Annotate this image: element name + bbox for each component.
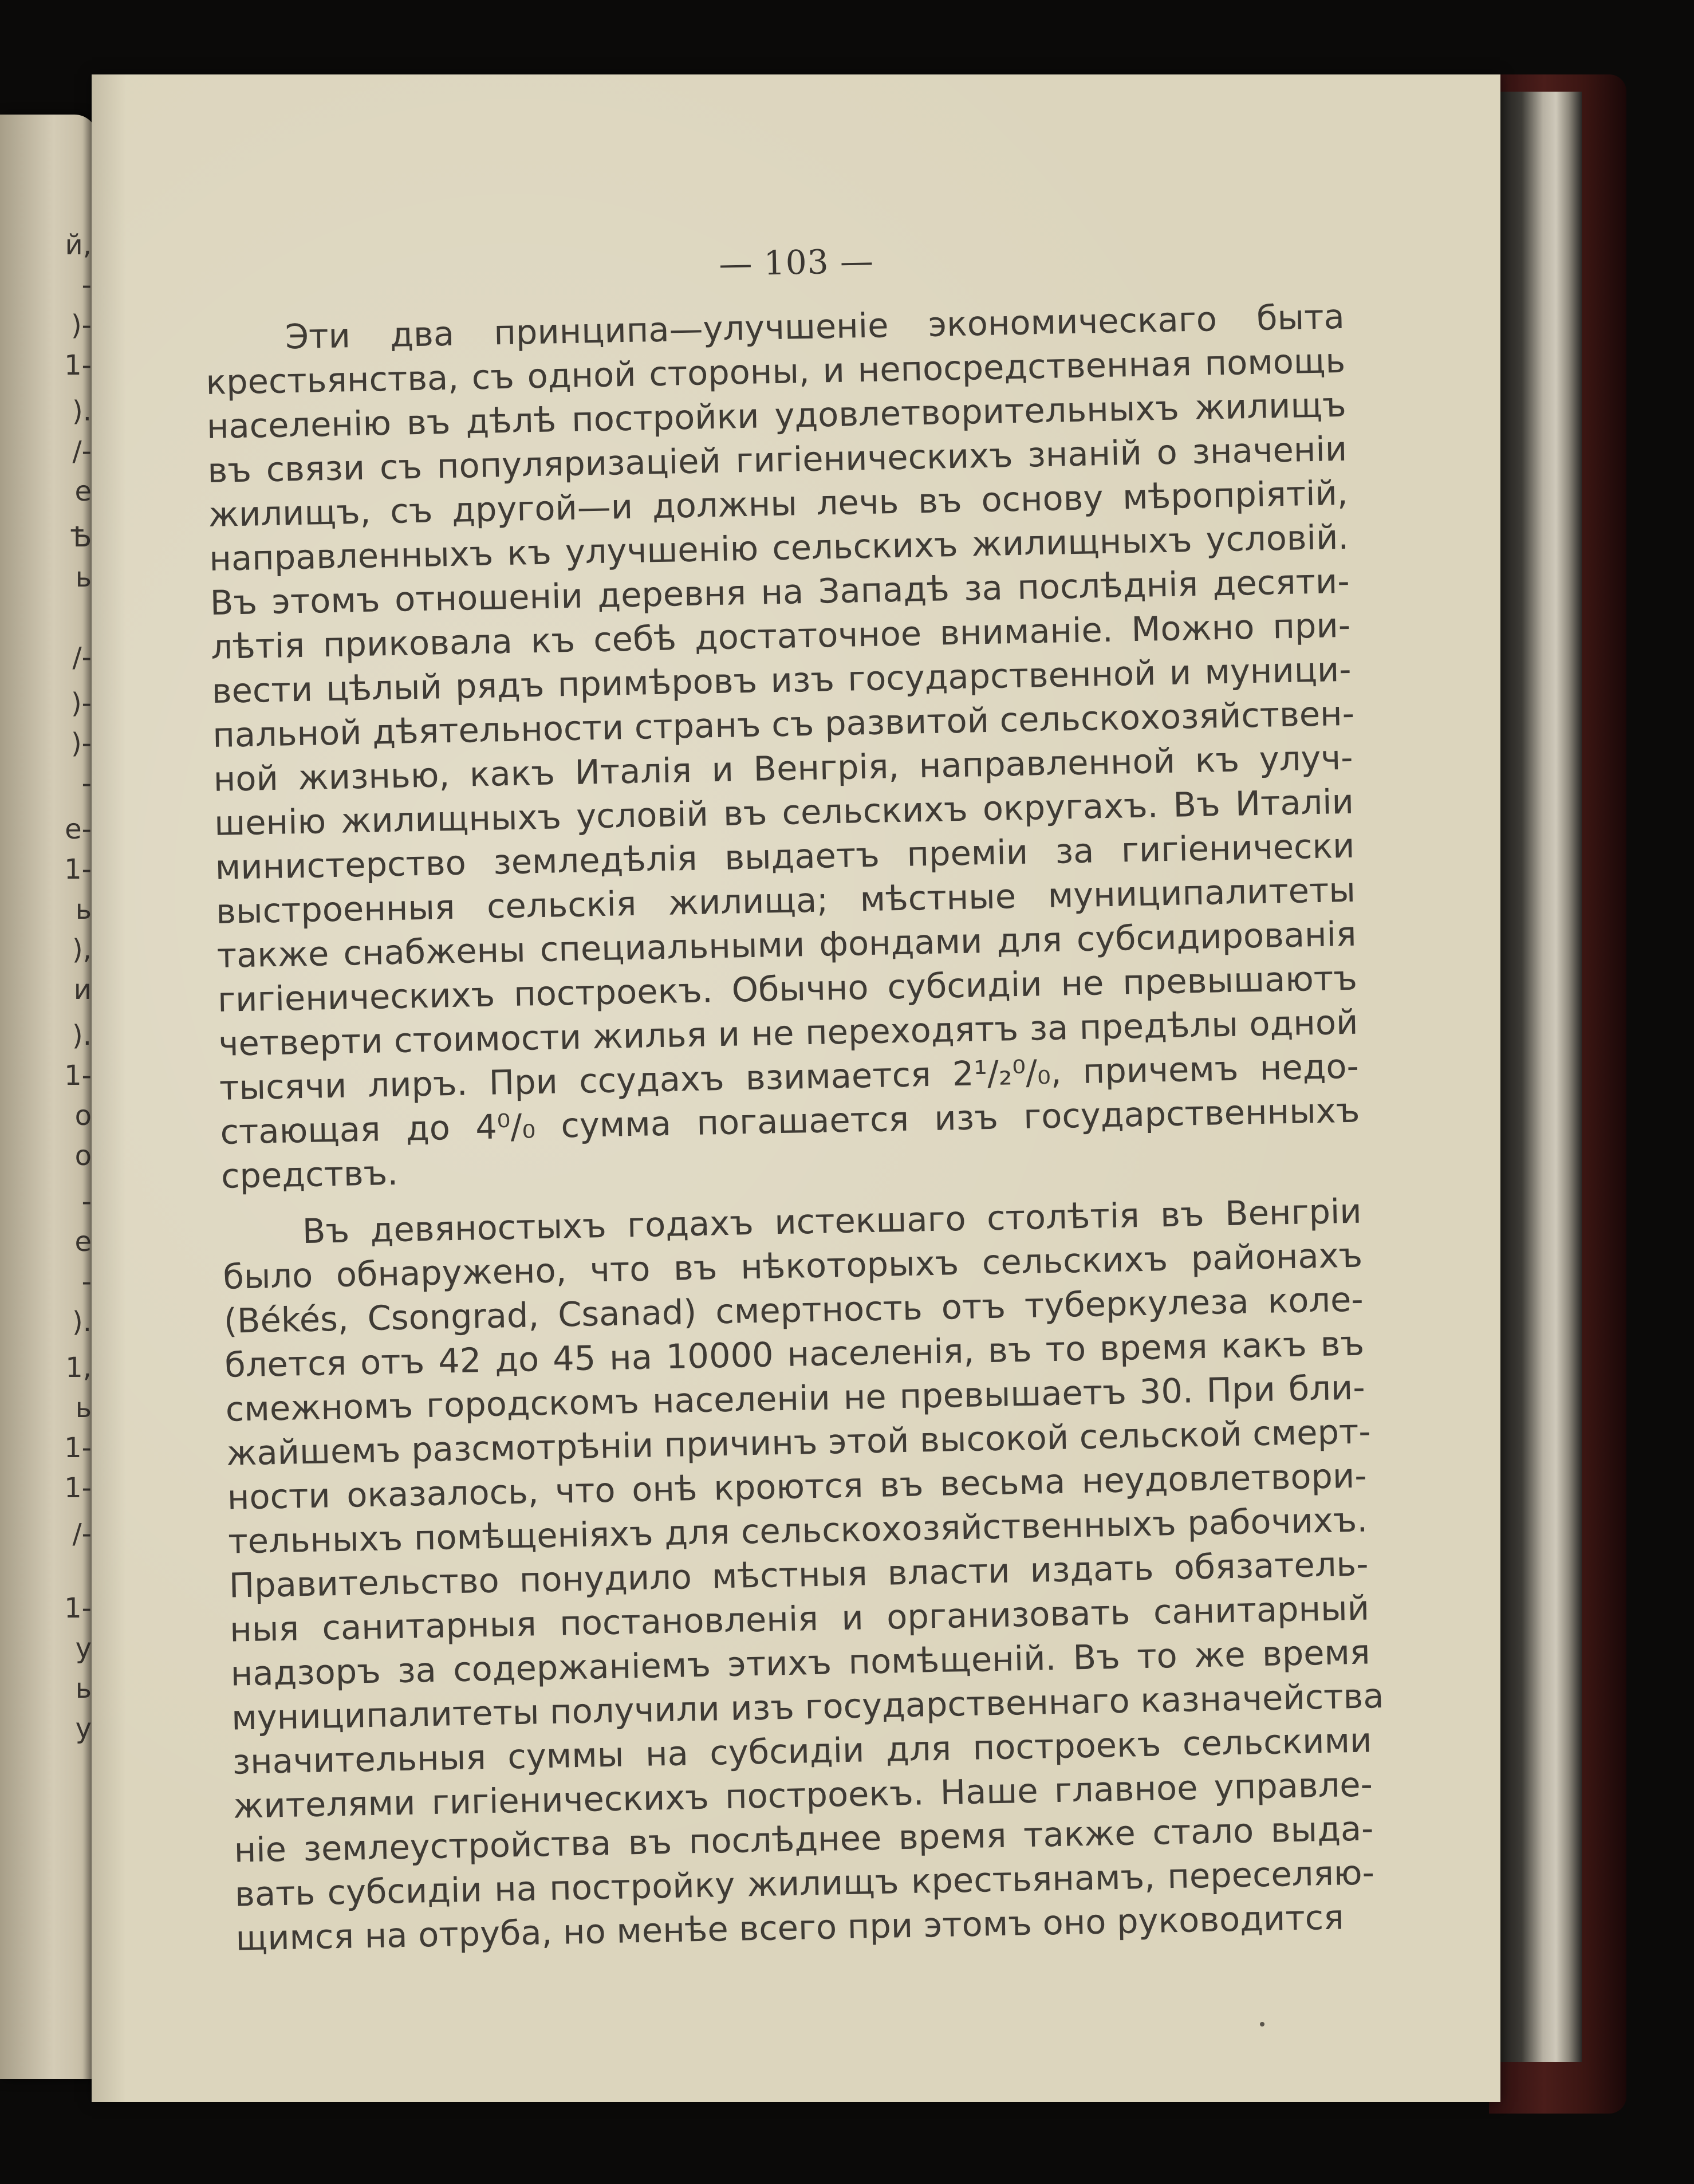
text-line: тельныхъ помѣщеніяхъ для сельскохозяйственныхъ рабочихъ. <box>227 1500 1368 1561</box>
left-page-fragment: )- <box>70 687 92 719</box>
left-page-edge <box>0 115 97 2079</box>
left-page-fragment: 1- <box>64 1592 92 1624</box>
page-stack-edge <box>1496 92 1582 2062</box>
text-line: Въ этомъ отношеніи деревня на Западѣ за послѣднія десяти- <box>210 561 1350 623</box>
text-line: шенію жилищныхъ условій въ сельскихъ округахъ. Въ Италіи <box>214 781 1354 843</box>
text-line: жилищъ, съ другой—и должны лечь въ основу мѣропріятій, <box>208 473 1349 535</box>
text-line: надзоръ за содержаніемъ этихъ помѣщеній. Въ то же время <box>230 1632 1371 1694</box>
text-line: гигіеническихъ построекъ. Обычно субсидіи не превышаютъ <box>217 958 1358 1020</box>
left-page-fragment: 1- <box>64 349 92 381</box>
text-line: также снабжены специальными фондами для субсидированія <box>216 914 1357 975</box>
text-line: Правительство понудило мѣстныя власти издать обязатель- <box>229 1544 1369 1605</box>
left-page-fragment: и <box>73 974 92 1006</box>
left-page-fragment: )- <box>70 727 92 760</box>
text-line: жайшемъ разсмотрѣніи причинъ этой высокой сельской смерт- <box>226 1411 1372 1473</box>
text-line: смежномъ городскомъ населеніи не превышаетъ 30. При бли- <box>225 1367 1366 1429</box>
left-page-text-fragments <box>0 115 97 2079</box>
text-line: крестьянства, съ одной стороны, и непосредственная помощь <box>205 340 1346 403</box>
left-page-fragment: - <box>81 768 92 800</box>
left-page-fragment: - <box>81 1266 92 1298</box>
text-line: ніе землеустройства въ послѣднее время также стало выда- <box>234 1808 1374 1870</box>
text-line: вать субсидіи на постройку жилищъ крестьянамъ, переселяю- <box>234 1852 1375 1914</box>
left-page-fragment: о <box>74 1100 92 1132</box>
text-line: ной жизнью, какъ Италія и Венгрія, направленной къ улуч- <box>213 737 1354 799</box>
left-page-fragment: е <box>74 1226 92 1258</box>
paragraph-2 <box>222 1189 1385 1961</box>
text-line: ныя санитарныя постановленія и организовать санитарный <box>229 1588 1370 1650</box>
left-page-fragment: ). <box>72 1306 92 1338</box>
text-line: четверти стоимости жилья и не переходятъ за предѣлы одной <box>218 1002 1358 1064</box>
left-page-fragment: 1- <box>64 1060 92 1092</box>
left-page-fragment: /- <box>72 1518 92 1550</box>
left-page-fragment: е <box>74 475 92 507</box>
text-line: было обнаружено, что въ нѣкоторыхъ сельскихъ районахъ <box>222 1235 1363 1297</box>
left-page-fragment: Ѣ <box>70 521 92 553</box>
left-page-fragment: е- <box>65 813 92 845</box>
left-page-fragment: )- <box>70 309 92 341</box>
text-line: пальной дѣятельности странъ съ развитой сельскохозяйствен- <box>212 693 1355 755</box>
text-line: блется отъ 42 до 45 на 10000 населенія, въ то время какъ въ <box>224 1323 1365 1385</box>
text-line: стающая до 4⁰/₀ сумма погашается изъ государственныхъ <box>219 1090 1360 1152</box>
left-page-fragment: /- <box>72 642 92 674</box>
text-line: ности оказалось, что онѣ кроются въ весьма неудовлетвори- <box>227 1455 1368 1517</box>
left-page-fragment: ). <box>72 395 92 427</box>
text-line: значительныя суммы на субсидіи для построекъ сельскими <box>232 1720 1373 1782</box>
left-page-fragment: ь <box>75 1392 92 1424</box>
text-line: лѣтія приковала къ себѣ достаточное вниманіе. Можно при- <box>210 605 1351 667</box>
text-line: жителями гигіеническихъ построекъ. Наше главное управле- <box>233 1764 1373 1826</box>
text-line: выстроенныя сельскія жилища; мѣстные муниципалитеты <box>215 869 1356 931</box>
paper-speck <box>1260 2022 1264 2026</box>
left-page-fragment: у <box>75 1713 92 1745</box>
text-line: населенію въ дѣлѣ постройки удовлетворительныхъ жилищъ <box>206 384 1347 447</box>
left-page-fragment: ), <box>72 934 92 966</box>
left-page-fragment: 1- <box>64 853 92 886</box>
text-line: въ связи съ популяризаціей гигіеническихъ знаній о значеніи <box>207 428 1348 491</box>
left-page-fragment: /- <box>72 435 92 467</box>
text-line: муниципалитеты получили изъ государственнаго казначейства <box>231 1676 1385 1738</box>
text-line: направленныхъ къ улучшенію сельскихъ жилищныхъ условій. <box>208 517 1349 579</box>
book-page <box>92 74 1500 2102</box>
page-number: — 103 — <box>718 241 874 284</box>
text-line: министерство земледѣлія выдаетъ преміи за гигіенически <box>215 825 1356 887</box>
text-line: щимся на отруба, но менѣе всего при этомъ оно руководится <box>235 1897 1345 1958</box>
paragraph-1 <box>204 294 1361 1198</box>
left-page-fragment: 1, <box>65 1352 92 1384</box>
left-page-fragment: у <box>75 1632 92 1664</box>
left-page-fragment: ь <box>75 1673 92 1705</box>
page-text-block <box>203 233 1385 1961</box>
left-page-fragment: 1- <box>64 1432 92 1464</box>
text-line: Эти два принципа—улучшеніе экономическаго быта <box>285 296 1345 357</box>
left-page-fragment: й, <box>65 229 92 261</box>
text-line: Въ девяностыхъ годахъ истекшаго столѣтія въ Венгріи <box>302 1191 1362 1252</box>
left-page-fragment: ь <box>75 561 92 593</box>
text-line: средствъ. <box>220 1152 399 1196</box>
text-line: (Békés, Csongrad, Csanad) смертность отъ туберкулеза коле- <box>223 1279 1364 1341</box>
left-page-fragment: - <box>81 269 92 301</box>
left-page-fragment: ь <box>75 894 92 926</box>
left-page-fragment: ). <box>72 1020 92 1052</box>
text-line: вести цѣлый рядъ примѣровъ изъ государственной и муници- <box>211 649 1352 711</box>
left-page-fragment: - <box>81 1186 92 1218</box>
text-line: тысячи лиръ. При ссудахъ взимается 2¹/₂⁰/₀, причемъ недо- <box>219 1046 1360 1108</box>
left-page-fragment: 1- <box>64 1472 92 1504</box>
left-page-fragment: о <box>74 1140 92 1172</box>
